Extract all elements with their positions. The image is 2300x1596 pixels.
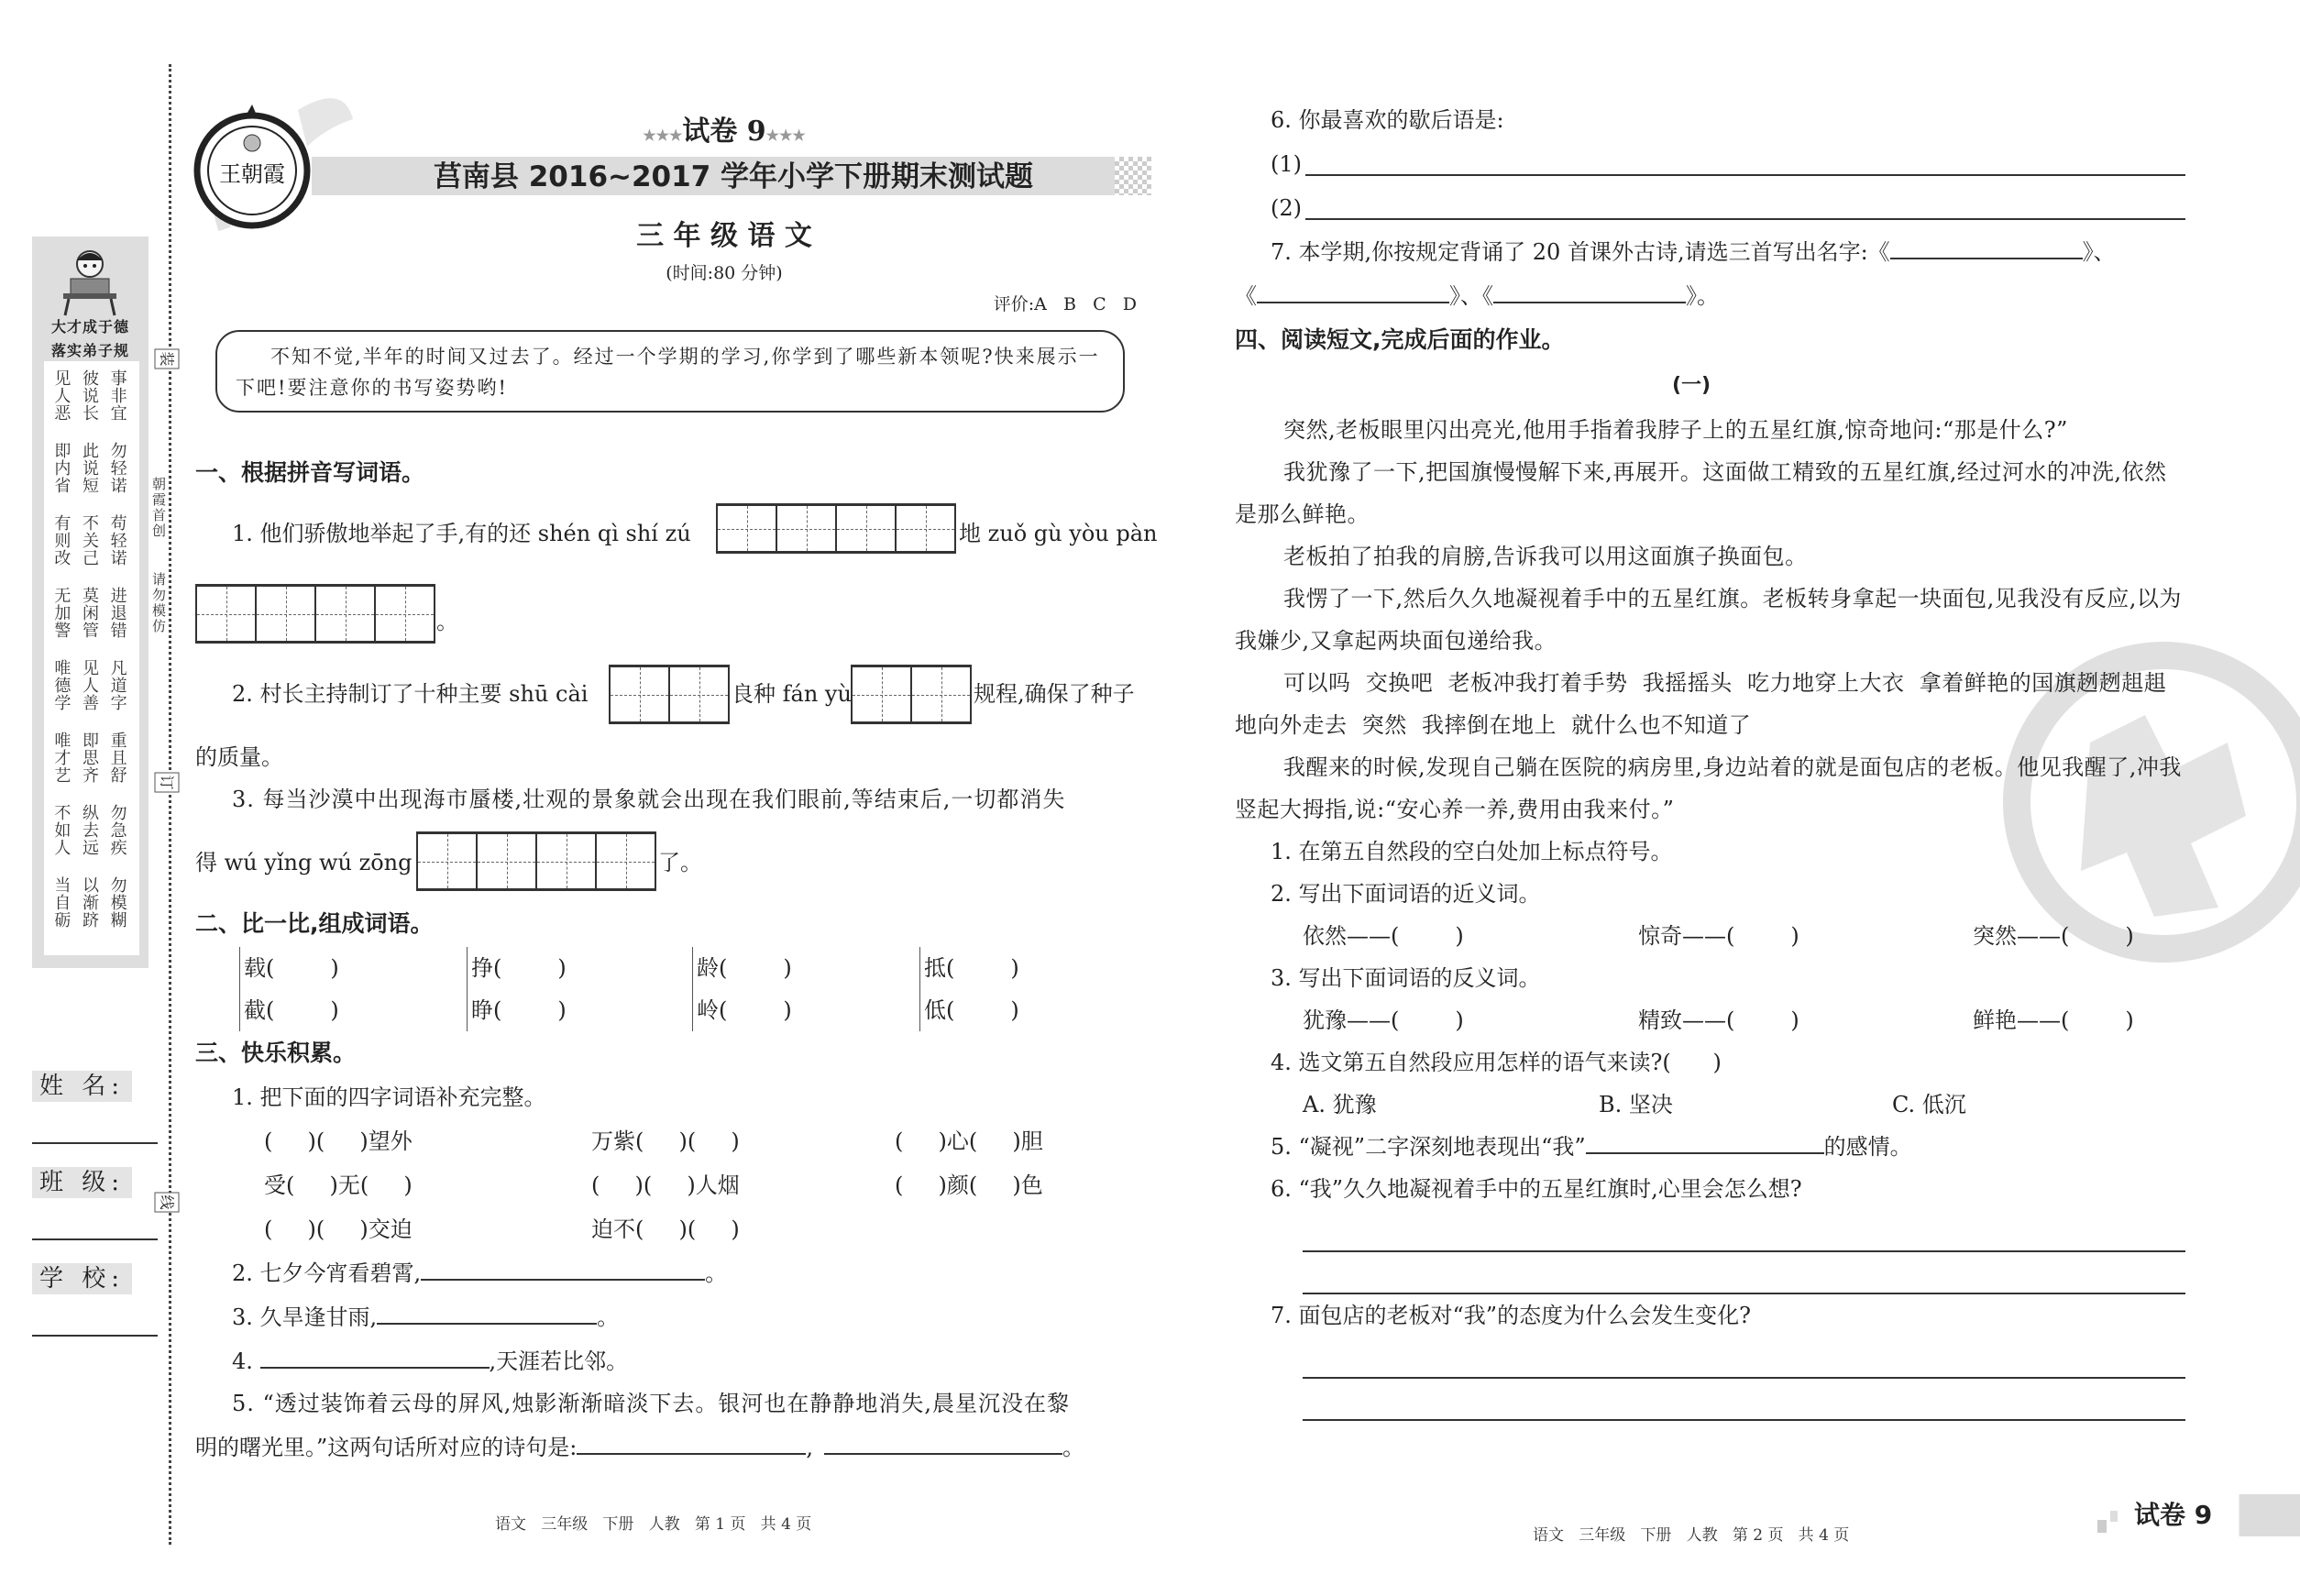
synonym-blank[interactable]: 依然——( ) [1303,923,1464,949]
dizigui-sidebar [32,237,149,968]
s4-q7-answer-line[interactable] [1303,1337,2185,1379]
s3-q7-sep2: 》、《 [1449,283,1493,309]
q1-text-middle: 地 zuǒ gù yòu pàn [959,521,1158,546]
passage-paragraph: 我犹豫了一下,把国旗慢慢解下来,再展开。这面做工精致的五星红旗,经过河水的冲洗,依然是那么鲜艳。 [1235,459,2167,527]
q3-text-end: 了。 [658,850,702,875]
phrase: 见人恶 [54,369,72,424]
antonym-row [1235,999,2188,1041]
dizigui-text [44,361,139,955]
section3-heading: 三、快乐积累。 [195,1040,357,1066]
idiom-blank[interactable]: 万紫( )( ) [591,1128,740,1154]
idiom-blank[interactable]: 迫不( )( ) [591,1216,740,1242]
idiom-blank[interactable]: ( )心( )胆 [895,1128,1043,1154]
passage-paragraph: 突然,老板眼里闪出亮光,他用手指着我脖子上的五星红旗,惊奇地问:“那是什么?” [1283,417,2068,443]
s4-q5-end: 的感情。 [1823,1134,1912,1160]
char-pair [692,947,792,1031]
s3-q4 [232,1347,628,1376]
s3-q7-line2 [1235,281,1719,311]
option-a[interactable]: A. 犹豫 [1303,1092,1377,1117]
poem-title-blank-1[interactable] [1890,237,2083,259]
char-blank[interactable]: 睁( ) [471,997,567,1023]
s3-q4-text: ,天涯若比邻。 [489,1348,629,1374]
reading-passage [1235,409,2188,831]
tab-decoration [2097,1520,2107,1533]
poem-title-blank-3[interactable] [1493,281,1686,303]
passage-paragraph: 我愣了一下,然后久久地凝视着手中的五星红旗。老板转身拿起一块面包,见我没有反应,以为我嫌少,又拿起两块面包递给我。 [1235,586,2182,654]
idiom-blank[interactable]: ( )颜( )色 [895,1172,1043,1198]
s3-q4-number: 4. [232,1348,260,1374]
options-row [1235,1084,2188,1126]
phrase: 唯才艺 [54,732,72,786]
passage-paragraph: 可以吗 交换吧 老板冲我打着手势 我摇摇头 吃力地穿上大衣 拿着鲜艳的国旗趔趔趄趄地向外走去 突然 我摔倒在地上 就什么也不知道了 [1235,670,2167,738]
phrase: 彼说长 [82,369,99,424]
s3-q1-label: 1. 把下面的四字词语补充完整。 [232,1084,546,1110]
s4-q6-answer-line[interactable] [1303,1252,2185,1294]
poem-title-blank-2[interactable] [1257,281,1449,303]
passage-paragraph: 老板拍了拍我的肩膀,告诉我可以用这面旗子换面包。 [1283,544,1808,569]
reading-section [1235,409,2188,1421]
s4-q3-label: 3. 写出下面词语的反义词。 [1271,965,1541,991]
s3-q7-text: 7. 本学期,你按规定背诵了 20 首课外古诗,请选三首写出名字:《 [1271,239,1890,265]
s4-q6: 6. “我”久久地凝视着手中的五星红旗时,心里会怎么想? [1271,1176,1802,1202]
s3-q2 [232,1259,727,1288]
idiom-blank[interactable]: ( )( )交迫 [264,1216,413,1242]
s3-q5-text: 明的曙光里。”这两句话所对应的诗句是: [195,1435,578,1460]
char-blank[interactable]: 抵( ) [924,955,1019,981]
s3-q7-end: 》。 [1686,283,1719,309]
q2-text-continued: 的质量。 [195,744,283,770]
binding-mark-zhuang: 装 [155,349,180,369]
phrase: 不如人 [54,804,72,858]
phrase: 纵去远 [82,804,99,858]
char-blank[interactable]: 岭( ) [697,997,792,1023]
motto-line-2: 落实弟子规 [50,342,129,359]
corner-tab-label: 试卷 9 [2134,1500,2213,1530]
idiom-blank[interactable]: 受( )无( ) [264,1172,413,1198]
s3-q6-answer-line-2[interactable] [1305,218,2185,220]
s4-q7-answer-line[interactable] [1303,1379,2185,1421]
char-pair [239,947,339,1031]
q2-text-before: 2. 村长主持制订了十种主要 shū cài [232,681,589,707]
antonym-blank[interactable]: 精致——( ) [1638,1007,1799,1033]
idiom-blank[interactable]: ( )( )望外 [264,1128,413,1154]
s3-q2-end: 。 [705,1260,728,1286]
name-label: 姓 名: [32,1071,132,1102]
subject-title: 三 年 级 语 文 [636,220,812,252]
s3-q3 [232,1303,619,1332]
rating-scale: 评价:A B C D [993,294,1137,314]
option-c[interactable]: C. 低沉 [1892,1092,1966,1117]
q1-answer-grid-1[interactable] [716,503,956,554]
phrase: 不关己 [82,514,99,568]
exam-time: (时间:80 分钟) [666,263,783,283]
dizigui-column [54,370,72,946]
paper-number [587,116,862,152]
s3-q7-sep: 》、 [2082,239,2116,265]
section2-heading: 二、比一比,组成词语。 [195,910,434,937]
phrase: 勿轻诺 [110,442,127,496]
phrase: 凡道字 [110,659,127,713]
phrase: 见人善 [82,659,99,713]
s3-q6-item-2: (2) [1271,195,1302,221]
s4-q5 [1235,1126,2188,1168]
s4-q5-answer-blank[interactable] [1586,1132,1824,1154]
s3-q3-text: 3. 久旱逢甘雨, [232,1304,378,1330]
phrase: 勿模糊 [110,876,127,930]
phrase: 以渐跻 [82,876,99,930]
q2-text-after: 规程,确保了种子 [974,681,1135,707]
phrase: 莫闲管 [82,587,99,641]
phrase: 无加警 [54,587,72,641]
s3-q3-answer-blank[interactable] [377,1303,597,1325]
char-blank[interactable]: 载( ) [244,955,339,981]
dizigui-column [111,370,129,946]
svg-text:王朝霞: 王朝霞 [219,161,285,187]
class-label: 班 级: [32,1167,132,1198]
phrase: 重且舒 [110,732,127,786]
q2-text-middle: 良种 fán yù [732,681,852,707]
phrase: 事非宜 [110,369,127,424]
phrase: 苟轻诺 [110,514,127,568]
s3-q2-answer-blank[interactable] [421,1259,705,1281]
s3-q6-item-1: (1) [1271,151,1302,177]
s3-q7-line1 [1271,237,2116,267]
s3-q5-line2 [195,1433,1084,1462]
q3-answer-grid[interactable] [416,831,656,891]
s4-q4-label[interactable]: 4. 选文第五自然段应用怎样的语气来读?( ) [1271,1050,1722,1075]
page-footer-1: 语文 三年级 下册 人教 第 1 页 共 4 页 [495,1515,812,1534]
antonym-blank[interactable]: 犹豫——( ) [1303,1007,1464,1033]
synonym-blank[interactable]: 惊奇——( ) [1638,923,1799,949]
s4-q1: 1. 在第五自然段的空白处加上标点符号。 [1271,839,1673,864]
q2-answer-grid-1[interactable] [609,665,730,724]
phrase: 即内省 [54,442,72,496]
passage-paragraph: 我醒来的时候,发现自己躺在医院的病房里,身边站着的就是面包店的老板。他见我醒了,冲我竖起大拇指,说:“安心养一养,费用由我来付。” [1235,754,2182,822]
passage-title: (一) [1671,374,1711,397]
s3-q7-open: 《 [1235,283,1257,309]
antonym-blank[interactable]: 鲜艳——( ) [1973,1007,2134,1033]
phrase: 有则改 [54,514,72,568]
s3-q4-answer-blank[interactable] [260,1347,490,1369]
s3-q3-end: 。 [597,1304,620,1330]
student-reading-illustration [60,244,120,317]
q1-answer-grid-2[interactable] [195,584,435,644]
name-input-line[interactable] [32,1142,158,1144]
binding-dotted-line [169,64,171,1545]
phrase: 当自砺 [54,876,72,930]
phrase: 即思齐 [82,732,99,786]
dizigui-column [83,370,101,946]
section4-heading: 四、阅读短文,完成后面的作业。 [1235,326,1565,353]
exam-title: 莒南县 2016~2017 学年小学下册期末测试题 [433,160,1034,193]
banner-checker-decoration [1115,157,1151,195]
char-pair [467,947,567,1031]
s4-q7: 7. 面包店的老板对“我”的态度为什么会发生变化? [1271,1303,1751,1328]
q1-text-end: 。 [436,609,458,634]
class-input-line[interactable] [32,1238,158,1240]
s3-q2-text: 2. 七夕今宵看碧霄, [232,1260,422,1286]
copyright-note: 朝霞首创 [152,476,167,539]
copy-warning-note: 请勿模仿 [152,571,167,634]
s3-q5-end: 。 [1062,1435,1084,1460]
phrase: 唯德学 [54,659,72,713]
paper-number-text: 试卷 9 [682,116,766,148]
tab-decoration [2110,1511,2118,1522]
stars-left: ★★★ [643,127,683,144]
binding-mark-ding: 订 [155,773,180,793]
char-pair [919,947,1019,1031]
q1-text-before: 1. 他们骄傲地举起了手,有的还 shén qì shí zú [232,521,691,546]
s3-q6-answer-line-1[interactable] [1305,174,2185,176]
s4-q2-label: 2. 写出下面词语的近义词。 [1271,881,1541,907]
school-label: 学 校: [32,1263,132,1294]
q3-text-before: 得 wú yǐng wú zōng [195,850,413,875]
motto-line-1: 大才成于德 [50,318,129,336]
q3-text-line1: 3. 每当沙漠中出现海市蜃楼,壮观的景象就会出现在我们眼前,等结束后,一切都消失 [232,787,1066,812]
stars-right: ★★★ [765,127,806,144]
option-b[interactable]: B. 坚决 [1599,1092,1673,1117]
phrase: 进退错 [110,587,127,641]
s3-q5-line1: 5. “透过装饰着云母的屏风,烛影渐渐暗淡下去。银河也在静静地消失,晨星沉没在黎 [232,1391,1071,1416]
char-blank[interactable]: 低( ) [924,997,1019,1023]
phrase: 此说短 [82,442,99,496]
s4-q6-answer-line[interactable] [1303,1210,2185,1252]
char-blank[interactable]: 挣( ) [471,955,567,981]
s3-q6-label: 6. 你最喜欢的歇后语是: [1271,107,1504,133]
char-blank[interactable]: 截( ) [244,997,339,1023]
school-input-line[interactable] [32,1335,158,1337]
page-footer-2: 语文 三年级 下册 人教 第 2 页 共 4 页 [1533,1526,1850,1545]
s3-q5-answer-blank-1[interactable] [577,1433,806,1455]
phrase: 勿急疾 [110,804,127,858]
idiom-blank[interactable]: ( )( )人烟 [591,1172,740,1198]
synonym-blank[interactable]: 突然——( ) [1973,923,2134,949]
s3-q5-answer-blank-2[interactable] [824,1433,1062,1455]
section1-heading: 一、根据拼音写词语。 [195,459,425,486]
corner-tab [2097,1494,2300,1536]
binding-mark-xian: 线 [155,1193,180,1213]
s4-q5-text: 5. “凝视”二字深刻地表现出“我” [1271,1134,1586,1160]
q2-answer-grid-2[interactable] [851,665,972,724]
s3-q5-comma: , [806,1435,813,1460]
intro-box: 不知不觉,半年的时间又过去了。经过一个学期的学习,你学到了哪些新本领呢?快来展示一下吧!要注意你的书写姿势哟! [215,330,1125,413]
synonym-row [1235,915,2188,957]
char-blank[interactable]: 龄( ) [697,955,792,981]
